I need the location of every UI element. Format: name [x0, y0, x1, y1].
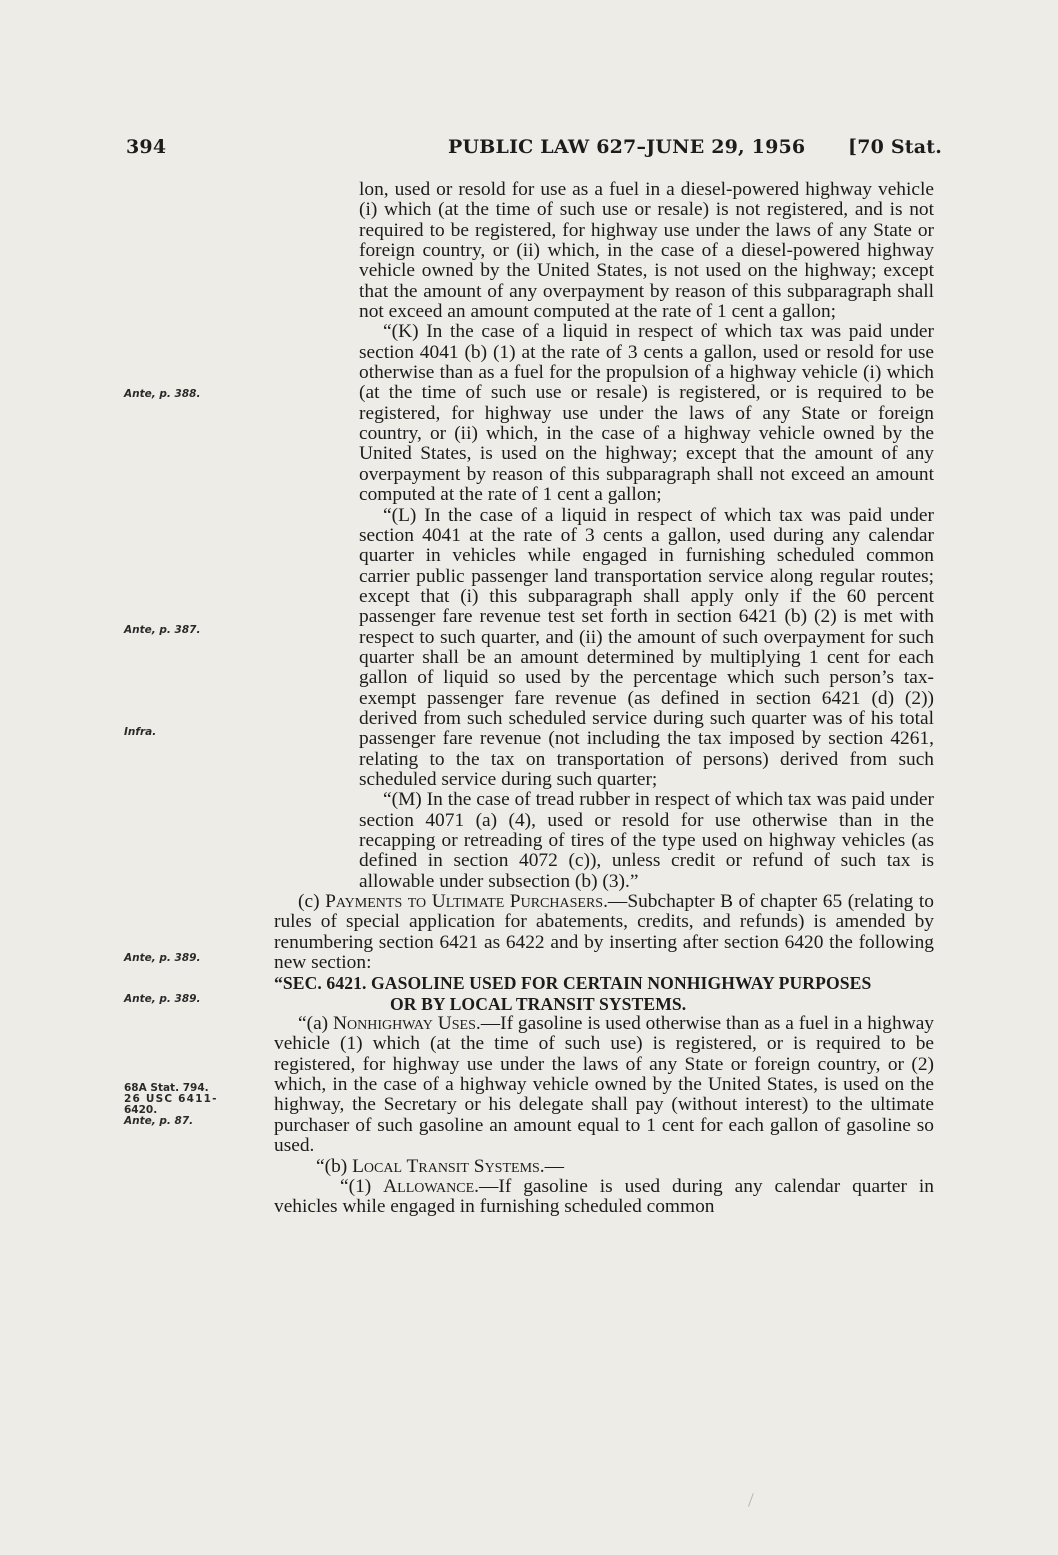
scan-mark [748, 1493, 765, 1511]
margin-note-statute-citation: 68A Stat. 794. 26 USC 6411- 6420. Ante, p. 87. [124, 1082, 218, 1127]
subsection-a: “(a) Nonhighway Uses.—If gasoline is used otherwise than as a fuel in a highway vehicle (1) which (at the time of such use) is registered, or is required to be registered, for highway use under the laws of any State or foreign country, or (2) which, in the case of a highway vehicle owned by the United States, is used on the highway, the Secretary or his delegate shall pay (without interest) to the ultimate purchaser of such gasoline an amount equal to 1 cent for each gallon of gasoline so used. [274, 1013, 934, 1157]
margin-note-ante-389-a: Ante, p. 389. [124, 952, 201, 964]
subsection-b-heading: “(b) Local Transit Systems.— [316, 1155, 565, 1177]
section-6421-heading: “SEC. 6421. GASOLINE USED FOR CERTAIN NONHIGHWAY PURPOSES OR BY LOCAL TRANSIT SYSTEMS. [274, 973, 872, 1014]
paragraph-l: “(L) In the case of a liquid in respect of which tax was paid under section 4041 at the rate of 3 cents a gallon, used during any calendar quarter in vehicles while engaged in furnishing scheduled common carrier public passenger land transportation service along regular routes; except that (i) this subparagraph shall apply only if the 60 percent passenger fare revenue test set forth in section 6421 (b) (2) is met with respect to such quarter, and (ii) the amount of such overpayment for such quarter shall be an amount determined by multiplying 1 cent for each gallon of liquid so used by the percentage which such person’s tax-exempt passenger fare revenue (as defined in section 6421 (d) (2)) derived from such scheduled service during such quarter was of his total passenger fare revenue (not including the tax imposed by section 4261, relating to the tax on transportation of persons) derived from such scheduled service during such quarter; [359, 504, 934, 790]
running-title: PUBLIC LAW 627–JUNE 29, 1956 [448, 136, 806, 158]
margin-note-ante-389-b: Ante, p. 389. [124, 993, 201, 1005]
paragraph-j-continued: lon, used or resold for use as a fuel in a diesel-powered highway vehicle (i) which (at the time of such use or resale) is not registered, and is not required to be registered, for highway use under the laws of any State or foreign country, or (ii) which, in the case of a diesel-powered highway vehicle owned by the United States, is not used on the highway; except that the amount of any overpayment by reason of this subparagraph shall not exceed an amount computed at the rate of 1 cent a gallon; [359, 179, 934, 323]
paragraph-m: “(M) In the case of tread rubber in respect of which tax was paid under section 4071 (a) (4), used or resold for use otherwise than in the recapping or retreading of tires of the type used on highway vehicles (as defined in section 4072 (c)), unless credit or refund of such tax is allowable under subsection (b) (3).” [359, 789, 934, 892]
margin-note-ante-388: Ante, p. 388. [124, 388, 201, 400]
statute-body [274, 180, 934, 1218]
subsection-c: (c) Payments to Ultimate Purchasers.—Subchapter B of chapter 65 (relating to rules of special application for abatements, credits, and refunds) is amended by renumbering section 6421 as 6422 and by inserting after section 6420 the following new section: [274, 891, 934, 974]
statute-volume: [70 Stat. [848, 136, 943, 158]
paragraph-b-1: “(1) Allowance.—If gasoline is used during any calendar quarter in vehicles while engaged in furnishing scheduled common [274, 1175, 934, 1218]
margin-note-infra: Infra. [124, 726, 157, 738]
page-number: 394 [126, 136, 167, 158]
paragraph-k: “(K) In the case of a liquid in respect of which tax was paid under section 4041 (b) (1) at the rate of 3 cents a gallon, used or resold for use otherwise than as a fuel for the propulsion of a highway vehicle (i) which (at the time of such use or resale) is registered, or is required to be registered, for highway use under the laws of any State or foreign country, or (ii) which, in the case of a highway vehicle owned by the United States, is used on the highway; except that the amount of any overpayment by reason of this subparagraph shall not exceed an amount computed at the rate of 1 cent a gallon; [359, 321, 934, 506]
margin-note-ante-387: Ante, p. 387. [124, 624, 201, 636]
